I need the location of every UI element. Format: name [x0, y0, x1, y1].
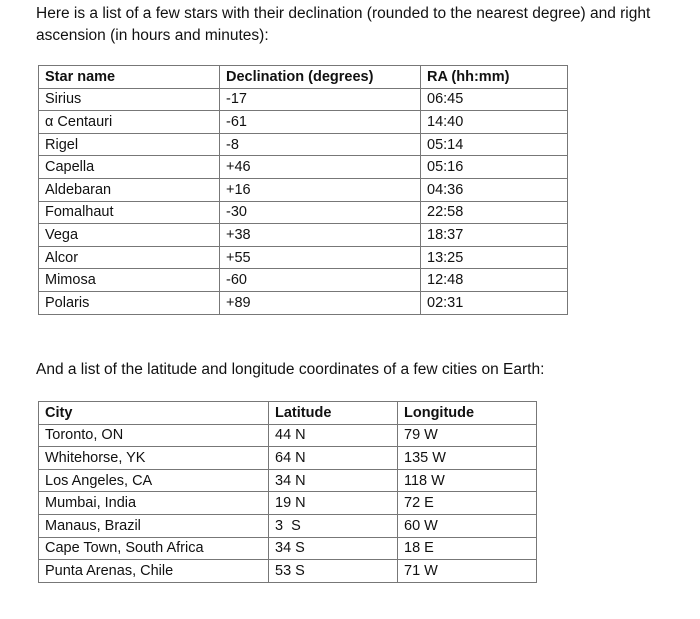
star-name-cell: α Centauri	[39, 111, 220, 134]
ra-cell: 06:45	[421, 88, 568, 111]
longitude-cell: 118 W	[398, 469, 537, 492]
latitude-cell: 3 S	[269, 514, 398, 537]
star-name-cell: Sirius	[39, 88, 220, 111]
column-header-ra: RA (hh:mm)	[421, 66, 568, 89]
column-header-declination: Declination (degrees)	[220, 66, 421, 89]
latitude-cell: 44 N	[269, 424, 398, 447]
city-cell: Manaus, Brazil	[39, 514, 269, 537]
table-row	[39, 424, 537, 447]
stars-table	[38, 65, 568, 315]
column-header-city: City	[39, 402, 269, 425]
star-name-cell: Mimosa	[39, 269, 220, 292]
star-name-cell: Fomalhaut	[39, 201, 220, 224]
table-row	[39, 492, 537, 515]
table-row	[39, 469, 537, 492]
star-name-cell: Vega	[39, 224, 220, 247]
latitude-cell: 64 N	[269, 447, 398, 470]
declination-cell: -30	[220, 201, 421, 224]
table-row	[39, 246, 568, 269]
ra-cell: 04:36	[421, 178, 568, 201]
star-name-cell: Aldebaran	[39, 178, 220, 201]
longitude-cell: 18 E	[398, 537, 537, 560]
latitude-cell: 34 N	[269, 469, 398, 492]
ra-cell: 14:40	[421, 111, 568, 134]
ra-cell: 05:16	[421, 156, 568, 179]
table-row	[39, 178, 568, 201]
declination-cell: -8	[220, 133, 421, 156]
star-name-cell: Alcor	[39, 246, 220, 269]
longitude-cell: 72 E	[398, 492, 537, 515]
cities-table	[38, 401, 537, 583]
city-cell: Mumbai, India	[39, 492, 269, 515]
star-name-cell: Capella	[39, 156, 220, 179]
declination-cell: +55	[220, 246, 421, 269]
table-header-row	[39, 402, 537, 425]
declination-cell: +38	[220, 224, 421, 247]
latitude-cell: 19 N	[269, 492, 398, 515]
table-row	[39, 111, 568, 134]
longitude-cell: 60 W	[398, 514, 537, 537]
table-row	[39, 88, 568, 111]
table-row	[39, 560, 537, 583]
declination-cell: -17	[220, 88, 421, 111]
latitude-cell: 53 S	[269, 560, 398, 583]
table-row	[39, 447, 537, 470]
longitude-cell: 71 W	[398, 560, 537, 583]
city-cell: Toronto, ON	[39, 424, 269, 447]
city-cell: Los Angeles, CA	[39, 469, 269, 492]
declination-cell: +89	[220, 291, 421, 314]
declination-cell: -61	[220, 111, 421, 134]
table-header-row	[39, 66, 568, 89]
longitude-cell: 135 W	[398, 447, 537, 470]
table-row	[39, 201, 568, 224]
table-row	[39, 156, 568, 179]
city-cell: Punta Arenas, Chile	[39, 560, 269, 583]
table-row	[39, 537, 537, 560]
ra-cell: 12:48	[421, 269, 568, 292]
declination-cell: -60	[220, 269, 421, 292]
ra-cell: 22:58	[421, 201, 568, 224]
declination-cell: +16	[220, 178, 421, 201]
cities-intro-paragraph: And a list of the latitude and longitude coordinates of a few cities on Earth:	[36, 361, 545, 378]
declination-cell: +46	[220, 156, 421, 179]
table-row	[39, 133, 568, 156]
table-row	[39, 269, 568, 292]
star-name-cell: Rigel	[39, 133, 220, 156]
column-header-star-name: Star name	[39, 66, 220, 89]
longitude-cell: 79 W	[398, 424, 537, 447]
table-row	[39, 224, 568, 247]
table-row	[39, 291, 568, 314]
ra-cell: 13:25	[421, 246, 568, 269]
ra-cell: 18:37	[421, 224, 568, 247]
column-header-latitude: Latitude	[269, 402, 398, 425]
city-cell: Cape Town, South Africa	[39, 537, 269, 560]
star-name-cell: Polaris	[39, 291, 220, 314]
column-header-longitude: Longitude	[398, 402, 537, 425]
intro-paragraph: Here is a list of a few stars with their declination (rounded to the nearest degree) and right ascension (in hours and minutes):	[36, 5, 651, 44]
table-row	[39, 514, 537, 537]
ra-cell: 02:31	[421, 291, 568, 314]
ra-cell: 05:14	[421, 133, 568, 156]
latitude-cell: 34 S	[269, 537, 398, 560]
city-cell: Whitehorse, YK	[39, 447, 269, 470]
